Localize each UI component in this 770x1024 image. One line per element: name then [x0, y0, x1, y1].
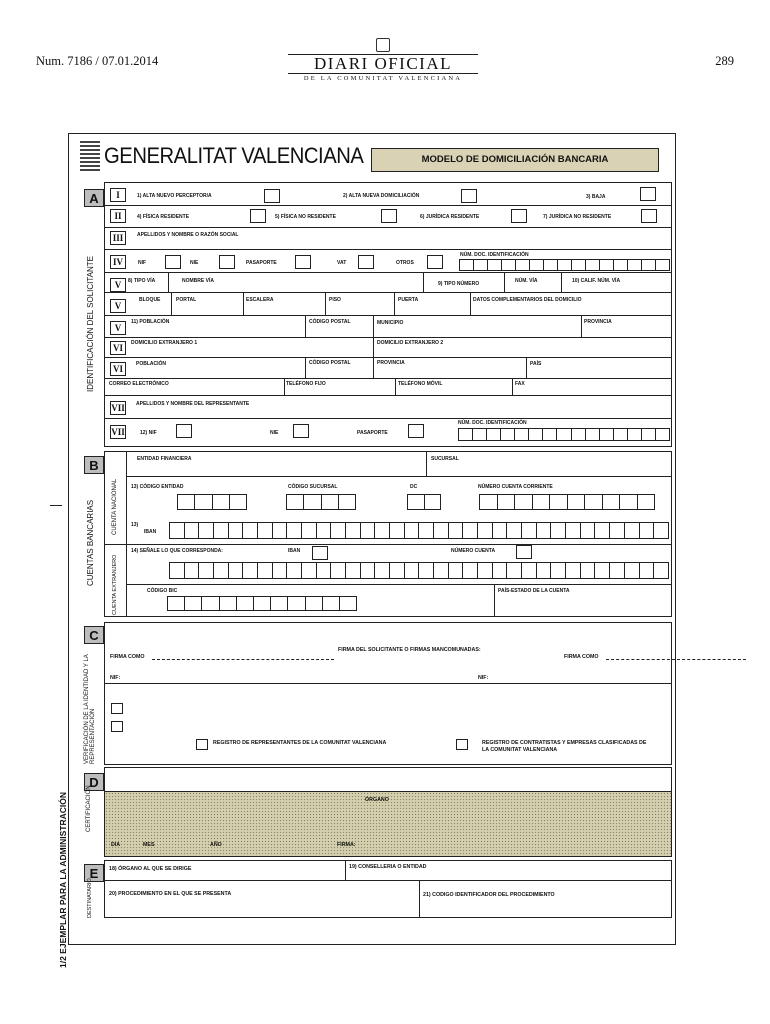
- numero-cuenta-option-label: NÚMERO CUENTA: [451, 548, 496, 554]
- section-b-label: CUENTAS BANCARIAS: [86, 499, 95, 586]
- apellidos-label: APELLIDOS Y NOMBRE O RAZÓN SOCIAL: [137, 232, 239, 238]
- rep-nif-label: 12) NIF: [140, 430, 157, 436]
- nie-checkbox[interactable]: [219, 255, 235, 269]
- dc-cells[interactable]: [407, 494, 441, 510]
- codigo-bic-cells[interactable]: [167, 596, 357, 611]
- numero-cuenta-corriente-label: NÚMERO CUENTA CORRIENTE: [478, 484, 553, 490]
- section-a-letter: A: [84, 189, 104, 207]
- pasaporte-checkbox[interactable]: [295, 255, 311, 269]
- provincia-label: PROVINCIA: [584, 319, 612, 325]
- firma-como-1-label: FIRMA COMO: [110, 654, 145, 660]
- masthead: [288, 38, 478, 82]
- calif-label: 10) CALIF. NÚM. VÍA: [572, 278, 621, 284]
- senale-label: 14) SEÑALE LO QUE CORRESPONDA:: [131, 548, 223, 554]
- cuenta-extranjero-label: CUENTA EXTRANJERO: [112, 554, 118, 615]
- alta-perceptor-checkbox[interactable]: [264, 189, 280, 203]
- section-c-label: VERIFICACIÓN DE LA IDENTIDAD Y LA REPRESENTACIÓN: [84, 654, 96, 764]
- nif-checkbox[interactable]: [165, 255, 181, 269]
- masthead-title: DIARI OFICIAL: [288, 54, 478, 74]
- row-vi-numeral: VI: [110, 341, 126, 355]
- juridica-residente-checkbox[interactable]: [511, 209, 527, 223]
- correo-label: CORREO ELECTRÓNICO: [109, 381, 169, 387]
- cuenta-nacional-label: CUENTA NACIONAL: [112, 478, 118, 535]
- generalitat-logo-icon: [80, 141, 100, 171]
- rep-nif-checkbox[interactable]: [176, 424, 192, 438]
- rep-num-doc-label: NÚM. DOC. IDENTIFICACIÓN: [458, 420, 527, 426]
- conselleria-label: 19) CONSELLERIA O ENTIDAD: [349, 864, 427, 870]
- codigo-procedimiento-label: 21) CODIGO IDENTIFICADOR DEL PROCEDIMIENTO: [423, 892, 555, 898]
- section-e-letter: E: [84, 864, 104, 882]
- section-d-letter: D: [84, 773, 104, 791]
- dom-extranjero-2-label: DOMICILIO EXTRANJERO 2: [377, 340, 444, 346]
- num-doc-cells[interactable]: [459, 259, 670, 271]
- numero-cuenta-cells[interactable]: [479, 494, 655, 510]
- codigo-bic-label: CÓDIGO BIC: [147, 588, 178, 594]
- bloque-label: BLOQUE: [139, 297, 161, 303]
- rep-nie-label: NIE: [270, 430, 279, 436]
- firma-como-2-label: FIRMA COMO: [564, 654, 599, 660]
- fisica-residente-label: 4) FÍSICA RESIDENTE: [137, 214, 190, 220]
- otros-label: OTROS: [396, 260, 414, 266]
- row-v2-numeral: V: [110, 299, 126, 313]
- fax-label: FAX: [515, 381, 525, 387]
- fisica-no-residente-checkbox[interactable]: [381, 209, 397, 223]
- rep-pasaporte-checkbox[interactable]: [408, 424, 424, 438]
- iban-label: IBAN: [144, 529, 157, 535]
- poblacion-ext-label: POBLACIÓN: [136, 361, 166, 367]
- apellidos-field[interactable]: [130, 228, 670, 248]
- dc-label: DC: [410, 484, 418, 490]
- nif-label: NIF: [138, 260, 147, 266]
- fisica-residente-checkbox[interactable]: [250, 209, 266, 223]
- juridica-residente-label: 6) JURÍDICA RESIDENTE: [420, 214, 480, 220]
- codigo-entidad-label: 13) CÓDIGO ENTIDAD: [131, 484, 184, 490]
- rep-num-doc-cells[interactable]: [458, 428, 670, 441]
- vat-checkbox[interactable]: [358, 255, 374, 269]
- row-vii-numeral: VII: [111, 403, 125, 413]
- pais-cuenta-label: PAÍS-ESTADO DE LA CUENTA: [498, 588, 570, 594]
- representante-label: APELLIDOS Y NOMBRE DEL REPRESENTANTE: [136, 401, 250, 407]
- tipo-numero-label: 9) TIPO NÚMERO: [438, 281, 480, 287]
- fold-mark: [50, 505, 62, 506]
- baja-checkbox[interactable]: [640, 187, 656, 201]
- alta-perceptor-label: 1) ALTA NUEVO PERCEPTOR/A: [137, 193, 212, 199]
- row-ii-numeral: II: [110, 209, 126, 223]
- alta-domiciliacion-checkbox[interactable]: [461, 189, 477, 203]
- rep-nie-checkbox[interactable]: [293, 424, 309, 438]
- iban-number-label: 13): [131, 522, 139, 528]
- nif-firmante-1-label: NIF:: [110, 675, 121, 681]
- row-v-numeral: V: [110, 278, 126, 292]
- procedimiento-label: 20) PROCEDIMIENTO EN EL QUE SE PRESENTA: [109, 891, 232, 897]
- numero-cuenta-option-checkbox[interactable]: [516, 545, 532, 559]
- organo-cert-label: ÓRGANO: [365, 797, 389, 803]
- complementarios-label: DATOS COMPLEMENTARIOS DEL DOMICILIO: [473, 297, 582, 303]
- entidad-label: ENTIDAD FINANCIERA: [137, 456, 192, 462]
- footer-legal-note: [104, 921, 672, 943]
- form-title: MODELO DE DOMICILIACIÓN BANCARIA: [371, 148, 659, 172]
- firma-cert-label: FIRMA:: [337, 842, 356, 848]
- nif-firmante-2-label: NIF:: [478, 675, 489, 681]
- section-b-letter: B: [84, 456, 104, 474]
- section-e-label: DESTINATARIO: [87, 878, 93, 918]
- row-iii-numeral: III: [110, 231, 126, 245]
- poblacion-label: 11) POBLACIÓN: [131, 319, 170, 325]
- cuenta-extranjero-cells[interactable]: [169, 562, 669, 579]
- pasaporte-label: PASAPORTE: [246, 260, 277, 266]
- fisica-no-residente-label: 5) FÍSICA NO RESIDENTE: [275, 214, 336, 220]
- pais-label: PAÍS: [530, 361, 542, 367]
- rep-pasaporte-label: PASAPORTE: [357, 430, 388, 436]
- dom-extranjero-1-label: DOMICILIO EXTRANJERO 1: [131, 340, 198, 346]
- emblem-icon: [376, 38, 390, 52]
- row-vii2-numeral: VII: [111, 427, 125, 437]
- iban-option-checkbox[interactable]: [312, 546, 328, 560]
- num-via-label: NÚM. VÍA: [515, 278, 538, 284]
- municipio-label: MUNICIPIO: [377, 320, 404, 326]
- registro-representantes-checkbox[interactable]: [196, 739, 208, 750]
- organo-dirige-label: 18) ÓRGANO AL QUE SE DIRIGE: [109, 866, 192, 872]
- puerta-label: PUERTA: [398, 297, 419, 303]
- codigo-sucursal-cells[interactable]: [286, 494, 356, 510]
- iban-cells[interactable]: [169, 522, 669, 539]
- section-a-label: IDENTIFICACIÓN DEL SOLICITANTE: [86, 255, 95, 392]
- row-vi2-numeral: VI: [110, 362, 126, 376]
- baja-label: 3) BAJA: [586, 194, 606, 200]
- portal-label: PORTAL: [176, 297, 197, 303]
- iban-option-label: IBAN: [288, 548, 301, 554]
- telefono-fijo-label: TELÉFONO FIJO: [286, 381, 326, 387]
- copy-label: 1/2 EJEMPLAR PARA LA ADMINISTRACIÓN: [58, 792, 68, 968]
- masthead-subtitle: DE LA COMUNITAT VALENCIANA: [303, 75, 463, 82]
- section-c-letter: C: [84, 626, 104, 644]
- otros-checkbox[interactable]: [427, 255, 443, 269]
- nie-label: NIE: [190, 260, 199, 266]
- mes-label: MES: [143, 842, 155, 848]
- piso-label: PISO: [329, 297, 341, 303]
- cp-label: CÓDIGO POSTAL: [309, 319, 351, 325]
- firma-solicitante-label: FIRMA DEL SOLICITANTE O FIRMAS MANCOMUNADAS:: [338, 647, 481, 653]
- escalera-label: ESCALERA: [246, 297, 274, 303]
- page-header: [36, 46, 734, 82]
- registro-contratistas-checkbox[interactable]: [456, 739, 468, 750]
- autoriza-representacion-checkbox[interactable]: [111, 721, 123, 732]
- nombre-via-label: NOMBRE VÍA: [182, 278, 214, 284]
- bulletin-number: Num. 7186 / 07.01.2014: [36, 54, 159, 68]
- sucursal-label: SUCURSAL: [431, 456, 459, 462]
- row-iv-numeral: IV: [110, 255, 126, 269]
- row-i-numeral: I: [110, 188, 126, 202]
- page-number: 289: [715, 54, 734, 68]
- num-doc-label: NÚM. DOC. IDENTIFICACIÓN: [460, 252, 529, 258]
- provincia-ext-label: PROVINCIA: [377, 360, 405, 366]
- organization-name: GENERALITAT VALENCIANA: [104, 143, 364, 168]
- codigo-sucursal-label: CÓDIGO SUCURSAL: [288, 484, 338, 490]
- vat-label: VAT: [337, 260, 347, 266]
- autoriza-aeat-checkbox[interactable]: [111, 703, 123, 714]
- alta-domiciliacion-label: 2) ALTA NUEVA DOMICILIACIÓN: [343, 193, 420, 199]
- registro-contratistas-label: REGISTRO DE CONTRATISTAS Y EMPRESAS CLASIFICADAS DE LA COMUNITAT VALENCIANA: [482, 740, 647, 753]
- registro-representantes-label: REGISTRO DE REPRESENTANTES DE LA COMUNITAT VALENCIANA: [213, 740, 387, 746]
- ano-label: AÑO: [210, 842, 222, 848]
- tipo-via-label: 8) TIPO VÍA: [128, 278, 156, 284]
- row-v3-numeral: V: [110, 321, 126, 335]
- juridica-no-residente-label: 7) JURÍDICA NO RESIDENTE: [543, 214, 612, 220]
- cp-ext-label: CÓDIGO POSTAL: [309, 360, 351, 366]
- codigo-entidad-cells[interactable]: [177, 494, 247, 510]
- section-d-label: CERTIFICACIÓN: [86, 785, 92, 832]
- juridica-no-residente-checkbox[interactable]: [641, 209, 657, 223]
- dia-label: DIA: [111, 842, 121, 848]
- telefono-movil-label: TELÉFONO MÓVIL: [398, 381, 443, 387]
